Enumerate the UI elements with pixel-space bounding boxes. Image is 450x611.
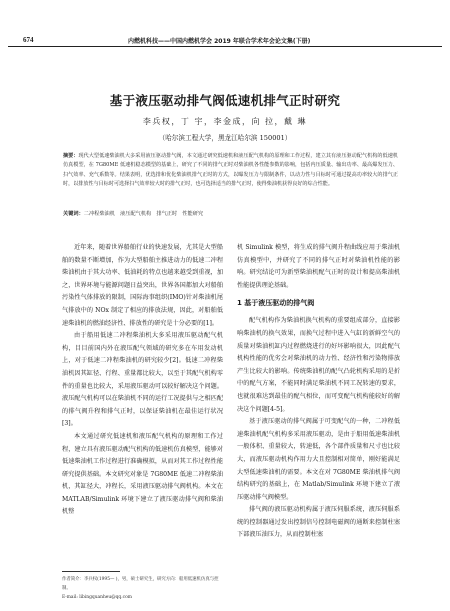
article-title: 基于液压驱动排气阀低速机排气正时研究 [109, 93, 341, 108]
abstract [63, 152, 398, 189]
body-paragraph: 本文通过研究低速机和液压配气机构的原理和工作过程，建立具有液压驱动配气机构的低速机仿真模型，能够对低速柴油机工作过程进行准确模拟，从而对其工作过程性能研究提供基础。本文研究对象是 7G80ME 低速二冲程柴油机，其缸径大，冲程长，采用液压驱动排气阀机构。本文在 MATLAB/Simulink 环境下建立了液压驱动排气阀和柴油机整 [62, 432, 223, 516]
section-heading: 1 基于液压驱动的排气阀 [237, 299, 315, 308]
article-authors: 李兵权，丁 宇，李金成，向 拉，戴 琳 [142, 117, 308, 126]
keywords-text: 二冲程柴油机 液压配气机构 排气正时 性能研究 [83, 211, 204, 217]
keywords [63, 210, 398, 217]
body-paragraph: 配气机构作为柴油机换气机构的重要组成部分，直接影响柴油机的换气效果，而换气过程中进入气缸的新鲜空气的质量对柴油机缸内过程燃烧进行的好坏影响很大，因此配气机构性能的优劣会对柴油机的动力性、经济性和污染物排放产生比较大的影响。传统柴油机的配气凸轮机构采用的是折中的配气方案，不能同时满足柴油机不同工况转速的要求，也就很难达到最佳的配气相位，而可变配气机构能较好的解决这个问题[4-5]。 [237, 317, 400, 413]
author-footnote: 作者简介：李兵权(1995— )，男，硕士研究生，研究方向：船用低速机仿真与控制。 E-mail: libingquanheu@qq.com [62, 577, 219, 600]
page-number: 674 [23, 36, 34, 44]
keywords-label: 关键词： [63, 211, 84, 217]
body-left-column [62, 242, 223, 519]
footnote-rule [62, 571, 120, 572]
body-right-column [237, 242, 400, 542]
body-paragraph: 由于船用低速二冲程柴油机大多采用液压驱动配气机构，目目前国内外在液压配气领域的研究多在车用发动机上，对于低速二冲程柴油机的研究较少[2]。低速二冲程柴油机因其缸径、行程、重量都比较大，以至于其配气机构零件的重量也比较大，采用液压驱动可以较好解决这个问题。液压配气机构可以在柴油机不同的运行工况提供与之相匹配的排气阀升程和排气正时，以保证柴油机在最佳运行状况[3]。 [62, 332, 223, 428]
body-paragraph: 基于液压驱动的排气阀属于可变配气的一种，二冲程低速柴油机配气机构多采用液压驱动，是由于船用低速柴油机一般体积、重量较大，转速低，各个部件质量和尺寸也比较大，而液压驱动机构作用力大且控制相对简单，刚好能满足大型低速柴油机的需要。本文在对 7G80ME 柴油机排气阀结构研究的基础上，在 Matlab/Simulink 环境下建立了液压驱动排气阀模型。 [237, 418, 400, 501]
article-affiliation: （哈尔滨工程大学，黑龙江哈尔滨 150001） [158, 134, 292, 142]
body-paragraph-continued: 机 Simulink 模型，将生成的排气阀升程曲线应用于柴油机仿真模型中，并研究了不同的排气正时对柴油机性能的影响。研究结论可为新型柴油机配气正时的设计和提高柴油机性能提供理论基础。 [237, 244, 400, 289]
body-paragraph: 排气阀的液压驱动机构属于液压伺服系统，液压伺服系统的控制器通过发出控制信号控制电磁阀的通断来控制柱塞下部液压油压力，从而控制柱塞 [237, 506, 400, 539]
journal-running-title: 内燃机科技——中国内燃机学会 2019 年联合学术年会论文集(下册) [128, 38, 311, 45]
body-paragraph: 近年来，随着世界船舶行业的快速发展，尤其是大型船舶的数量不断增加，作为大型船舶主推进动力的低速二冲程柴油机由于其大功率、低油耗的特点也越来越受到重视，加之，世界环境与能源问题日益突出，世界各国都加大对船舶污染性气体排放的限制，国际海事组织(IMO)针对柴油机尾气排放中的 NOx 制定了相应的排放法规，因此，对船舶低速柴油机的燃油经济性、排放性的研究是十分必要的[1]。 [62, 244, 223, 327]
abstract-label: 摘要： [63, 153, 79, 159]
abstract-text: 现代大型低速柴油机大多采用液压驱动排气阀，本文通过研究低速机和液压配气机构的原理和工作过程，建立其有液压驱动配气机构的低速机仿真模型，在 7G80ME 低速机稳态模型的基础上，研究了不同的排气正时对柴油机各性能参数的影响，包括内压质量、输出功率、最高爆发压力、扫气效率、充气系数等。结果表明，优选排和优化柴油机排气正时的方式，以曝发压力与限制条件，以动力性与目标时可通过提高功率较大的排气正时，以排放性与目标时可选择扫气效率较大时的排气正时，也可选择适当的排气正时，使得柴油机获得良好的综合性能。 [63, 153, 398, 187]
header-rule [8, 46, 442, 47]
